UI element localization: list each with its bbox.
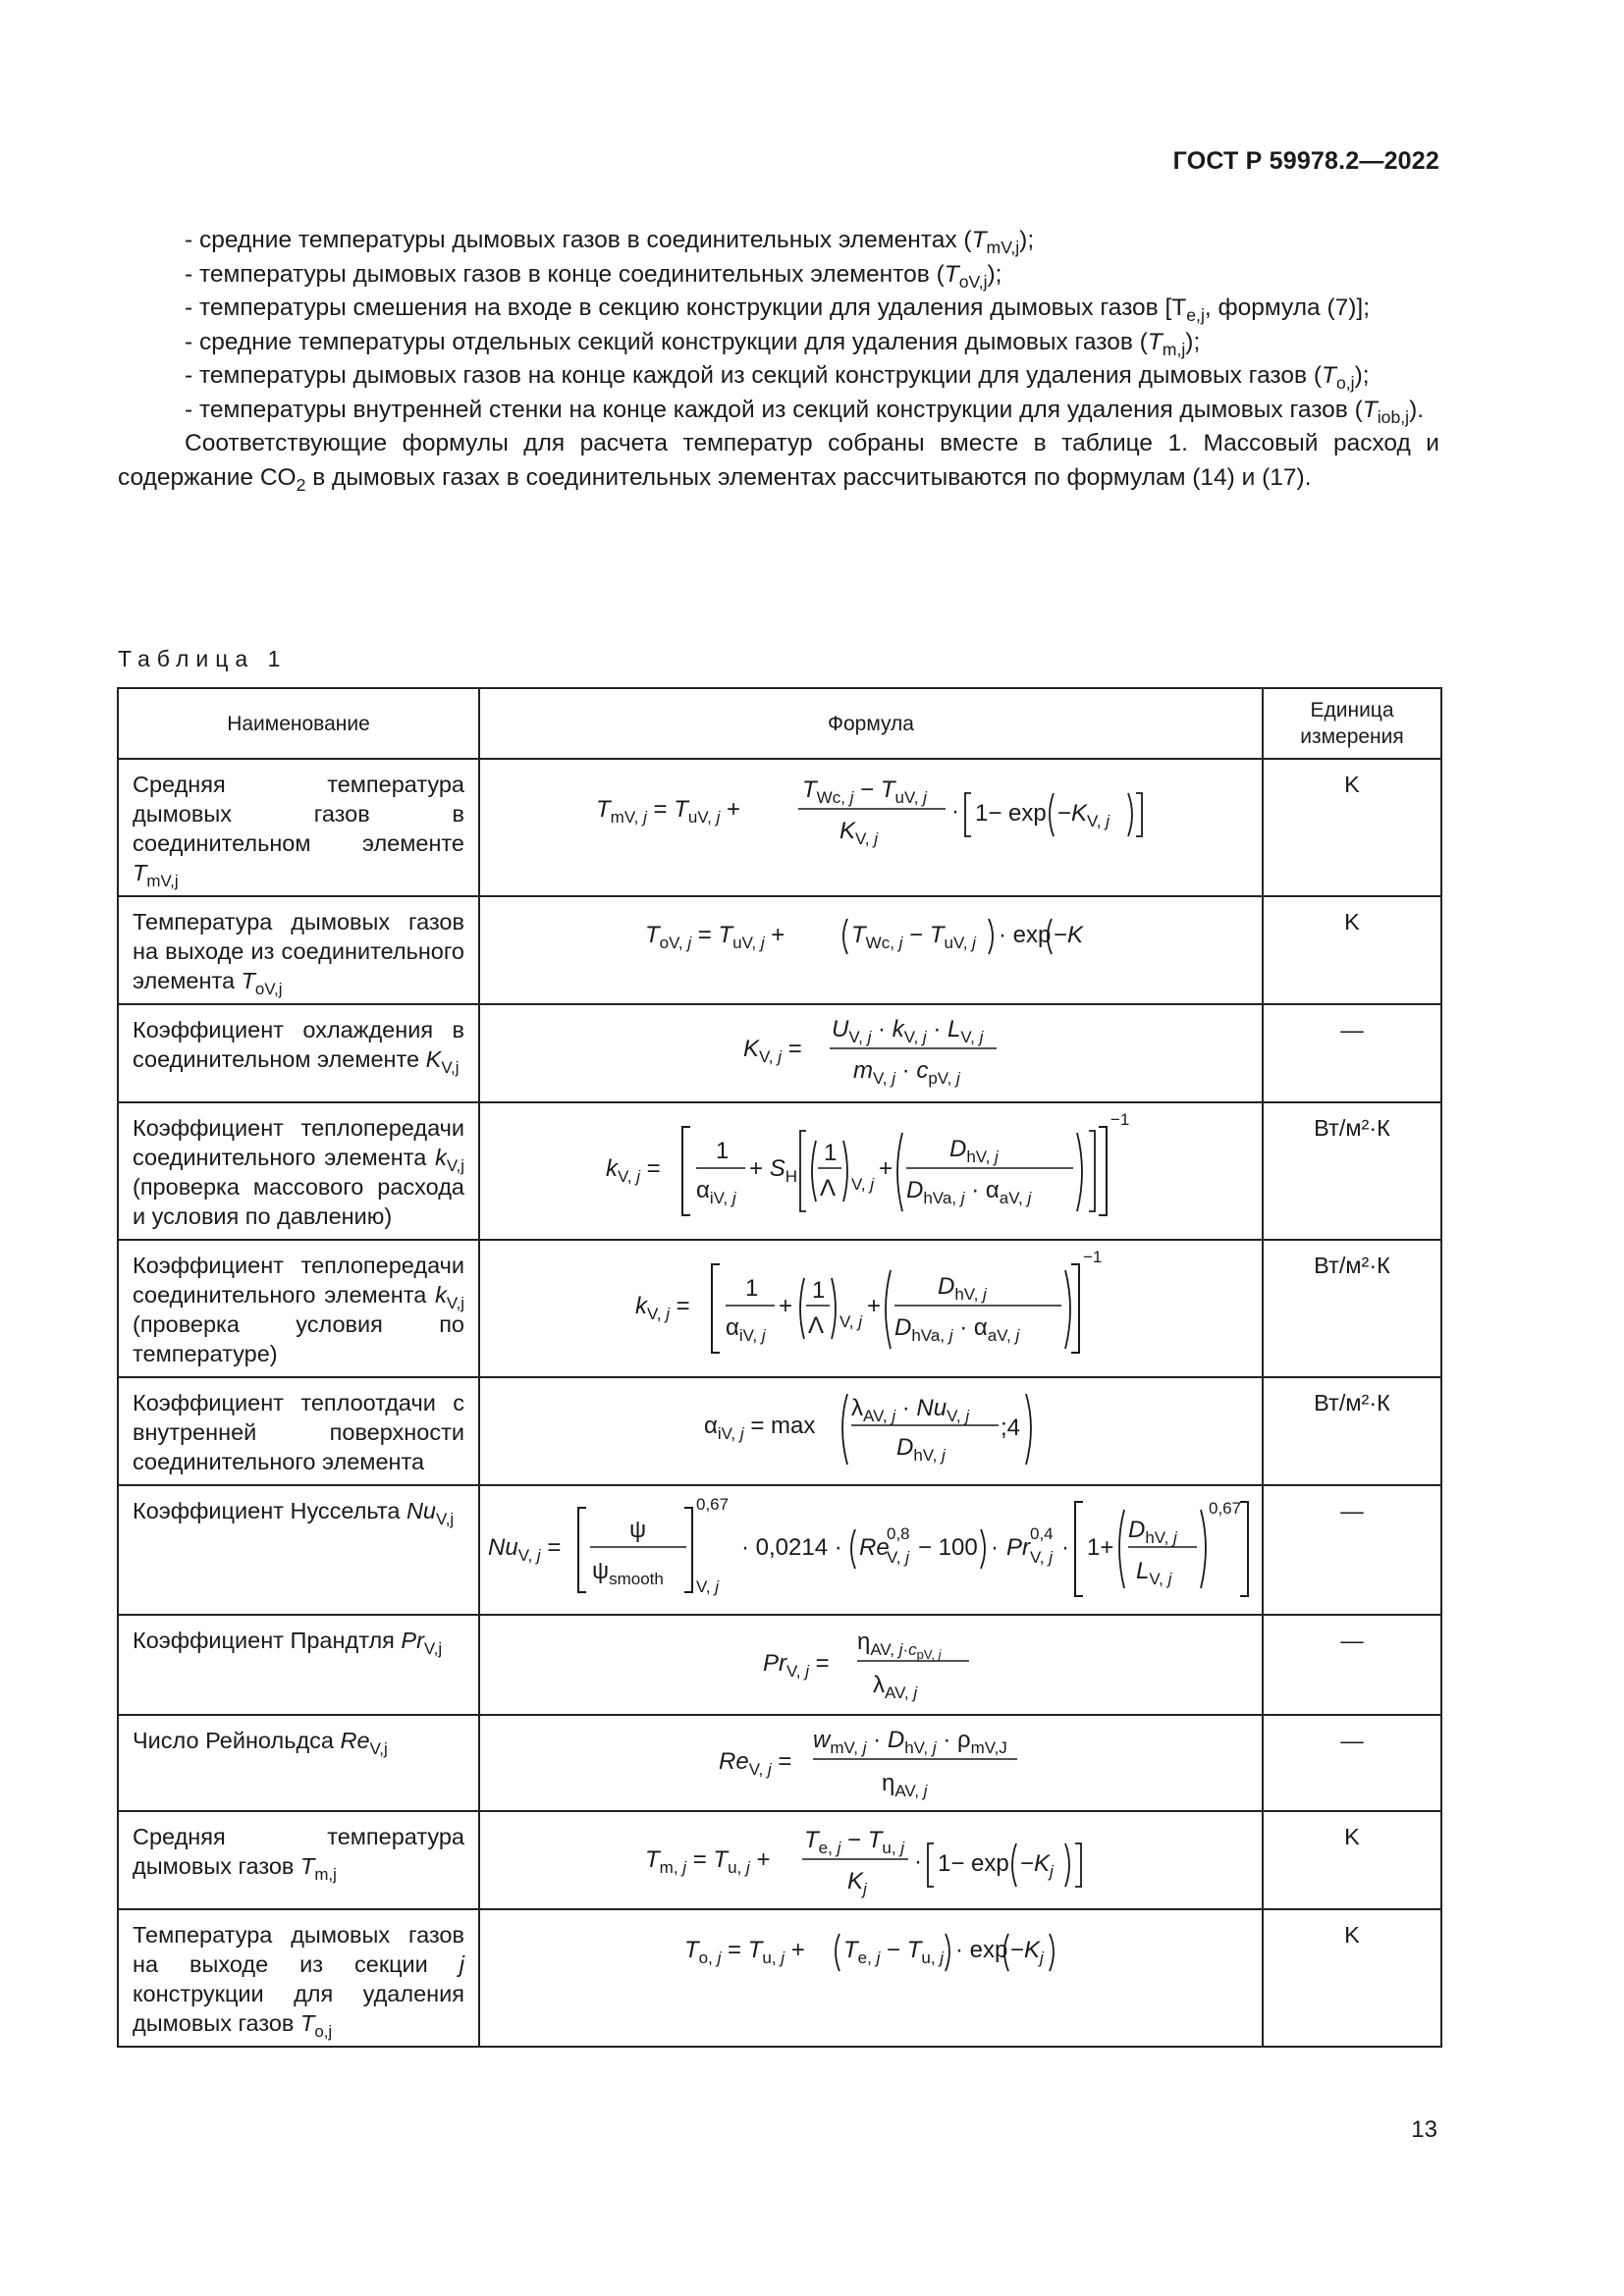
svg-text:;4: ;4 [1001, 1415, 1021, 1441]
svg-text:λAV, j · NuV, j: $\lambda_{AV,}$ $j \cdot Nu_{V,}$ j [851, 1395, 970, 1425]
formula-kv-temp [635, 1241, 1107, 1368]
svg-text:0,67: 0,67 [696, 1495, 730, 1514]
row-formula [479, 759, 1263, 896]
svg-text:+: + [779, 1293, 793, 1319]
svg-text:Tm, j = Tu, j +: $T_{m,}$ $j = T_{u,}$ j + [645, 1846, 771, 1877]
svg-text:ToV, j = TuV, j +: $T_{oV,}$ $j = T_{uV,}$ j + [645, 922, 785, 952]
header-formula: Формула [479, 688, 1263, 759]
svg-text:DhV, j: $D_{hV,}$ j [896, 1434, 946, 1465]
table-row [118, 896, 1441, 1004]
row-formula [479, 896, 1263, 1004]
paragraph: - средние температуры дымовых газов в соединительных элементах $(T_{mV,j})$; [185, 227, 1035, 258]
row-formula [479, 1102, 1263, 1240]
svg-text:ReV, j =: $Re_{V,}$ j = [719, 1748, 792, 1779]
svg-text:V, j: V, j [839, 1312, 863, 1331]
paragraph: - средние температуры отдельных секций конструкции для удаления дымовых газов $(T_{m,j})$; [185, 328, 1201, 359]
table-row [118, 1811, 1441, 1909]
row-formula [479, 1811, 1263, 1909]
svg-text:0,8: 0,8 [887, 1524, 910, 1543]
row-formula [479, 1909, 1263, 2047]
svg-text:αiV, j: $\alpha_{iV,}$ j [726, 1314, 766, 1345]
header-name: Наименование [118, 688, 479, 759]
formula-tm [645, 1812, 1097, 1905]
table-row [118, 1615, 1441, 1715]
row-formula [479, 1004, 1263, 1102]
row-name: Коэффициент Нуссельта $Nu_{V,j}$ [118, 1485, 479, 1615]
row-formula [479, 1615, 1263, 1715]
row-name: Коэффициент охлаждения в соединительном элементе $K_{V,j}$ [118, 1004, 479, 1102]
table-caption: Таблица 1 [118, 646, 288, 671]
svg-text:TWc, j − TuV, j: $T_{Wc,}$ $j - T_{uV,}$ j [851, 922, 976, 952]
row-name: Температура дымовых газов на выходе из секции j конструкции для удаления дымовых газов $T_{o,j}$ [118, 1909, 479, 2047]
svg-text:kV, j =: $k_{V,}$ j = [635, 1293, 690, 1323]
paragraph: - температуры дымовых газов в конце соединительных элементов $(T_{oV,j})$; [185, 260, 1002, 292]
svg-text:· 0,0214 ·: · 0,0214 · [741, 1534, 842, 1561]
svg-text:mV, j · cpV, j: $m_{V,}$ $j \cdot c_{pV,}$ j [853, 1057, 960, 1088]
svg-text:DhV, j: $D_{hV,}$ j [938, 1273, 987, 1304]
svg-text:DhVa, j · αaV, j: $D_{hVa,}$ $j \cdot \alpha_{aV,}$ j [894, 1314, 1020, 1345]
row-unit: Вт/м²·К [1263, 1377, 1441, 1485]
svg-text:αiV, j: $\alpha_{iV,}$ j [696, 1177, 736, 1207]
paragraph: - температуры смешения на входе в секцию конструкции для удаления дымовых газов [$T_{e,j}$, формула (7)]; [185, 294, 1371, 326]
row-formula [479, 1377, 1263, 1485]
svg-text:0,67: 0,67 [1209, 1499, 1242, 1518]
svg-text:DhV, j: $D_{hV,}$ j [1128, 1517, 1177, 1547]
svg-text:−K: −K [1054, 922, 1084, 948]
formula-table [117, 687, 1442, 2048]
svg-text:PrV, j =: $Pr_{V,}$ j = [763, 1650, 830, 1681]
row-unit: K [1263, 759, 1441, 896]
formula-pr [763, 1616, 979, 1709]
document-header: ГОСТ Р 59978.2—2022 [1172, 147, 1439, 175]
svg-text:1− exp: 1− exp [938, 1850, 1009, 1877]
svg-text:wmV, j · DhV, j · ρmV,J: $w_{mV,}$ $j \cdot D_{hV,}$ $j \cdot \rho_{mV,J}$ [813, 1727, 1007, 1757]
row-unit: K [1263, 1811, 1441, 1909]
svg-text:ηAV, j·cpV, j: $\eta_{AV,}$ j·cpV, j [857, 1629, 942, 1662]
svg-text:λAV, j: $\lambda_{AV,}$ j [873, 1672, 918, 1702]
svg-text:NuV, j =: $Nu_{V,}$ j = [488, 1534, 562, 1565]
svg-text:0,4: 0,4 [1030, 1524, 1054, 1543]
svg-text:·: · [914, 1848, 922, 1875]
body-text [118, 224, 1439, 495]
row-name: Коэффициент теплопередачи соединительного элемента $k_{V,j}$ (проверка массового расхода и условия по давлению) [118, 1102, 479, 1240]
row-formula [479, 1240, 1263, 1377]
svg-text:1: 1 [824, 1140, 838, 1166]
row-unit: K [1263, 1909, 1441, 2047]
svg-text:V, j: V, j [696, 1577, 720, 1596]
svg-text:1: 1 [716, 1138, 730, 1164]
formula-kv-mass [606, 1103, 1136, 1231]
svg-text:− 100: − 100 [918, 1534, 978, 1561]
row-name: Коэффициент теплопередачи соединительного элемента $k_{V,j}$ (проверка условия по температуре) [118, 1240, 479, 1377]
svg-text:KV, j =: $K_{V,}$ j = [743, 1036, 802, 1066]
svg-text:V, j: V, j [851, 1175, 875, 1194]
svg-text:V, j: V, j [1030, 1548, 1054, 1567]
svg-text:−1: −1 [1083, 1248, 1103, 1266]
svg-text:V, j: V, j [887, 1548, 910, 1567]
table-row [118, 1102, 1441, 1240]
row-name: Средняя температура дымовых газов в соединительном элементе $T_{mV,j}$ [118, 759, 479, 896]
svg-text:−Kj: $-K_j$ [1010, 1937, 1044, 1967]
svg-text:LV, j: $L_{V,}$ j [1136, 1558, 1172, 1588]
row-unit: — [1263, 1715, 1441, 1811]
row-name: Число Рейнольдса $Re_{V,j}$ [118, 1715, 479, 1811]
table-row [118, 1377, 1441, 1485]
svg-text:1: 1 [745, 1275, 759, 1302]
table-header-row [118, 688, 1441, 759]
table-row [118, 1909, 1441, 2047]
svg-text:Te, j − Tu, j: $T_{e,}$ $j - T_{u,}$ j [804, 1827, 905, 1857]
svg-text:−KV, j: $-K_{V,}$ j [1057, 800, 1110, 830]
row-unit: — [1263, 1485, 1441, 1615]
svg-text:ψ: ψ [629, 1517, 647, 1543]
row-name: Средняя температура дымовых газов $T_{m,j}$ [118, 1811, 479, 1909]
svg-text:· exp: · exp [999, 922, 1052, 948]
row-unit: — [1263, 1004, 1441, 1102]
table-row [118, 759, 1441, 896]
row-unit: Вт/м²·К [1263, 1240, 1441, 1377]
svg-text:−1: −1 [1110, 1110, 1130, 1129]
row-name: Температура дымовых газов на выходе из соединительного элемента $T_{oV,j}$ [118, 896, 479, 1004]
svg-text:1+: 1+ [1087, 1534, 1114, 1561]
svg-text:Re: Re [859, 1534, 890, 1561]
table-row [118, 1485, 1441, 1615]
svg-text:kV, j =: $k_{V,}$ j = [606, 1155, 661, 1186]
svg-text:1: 1 [812, 1277, 826, 1304]
svg-text:·: · [991, 1534, 999, 1561]
svg-text:Pr: Pr [1006, 1534, 1030, 1561]
svg-text:ψsmooth: $\psi_{smooth}$ [592, 1558, 664, 1588]
row-unit: Вт/м²·К [1263, 1102, 1441, 1240]
row-unit: — [1263, 1615, 1441, 1715]
table-row [118, 1715, 1441, 1811]
formula-alpha-iv [704, 1378, 1038, 1476]
svg-text:+ SH: + $S_H$ [749, 1155, 797, 1186]
svg-text:DhVa, j · αaV, j: $D_{hVa,}$ $j \cdot \alpha_{aV,}$ j [906, 1177, 1032, 1207]
paragraph: - температуры внутренней стенки на конце каждой из секций конструкции для удаления дымовых газов $(T_{iob,j})$. [185, 396, 1425, 427]
table-row [118, 1004, 1441, 1102]
table-row [118, 1240, 1441, 1377]
svg-text:1− exp: 1− exp [975, 800, 1047, 827]
header-unit: Единица измерения [1263, 688, 1441, 759]
svg-text:TmV, j = TuV, j +: $T_{mV,}$ $j = T_{uV,}$ j + [596, 796, 741, 827]
svg-text:UV, j · kV, j · LV, j: $U_{V,}$ $j \cdot k_{V,}$ $j \cdot L_{V,}$ j [832, 1016, 984, 1046]
svg-text:DhV, j: $D_{hV,}$ j [949, 1136, 999, 1166]
svg-text:+: + [867, 1293, 882, 1319]
svg-text:ηAV, j: $\eta_{AV,}$ j [882, 1770, 928, 1800]
svg-text:· exp: · exp [955, 1937, 1008, 1963]
formula-kv [743, 1005, 999, 1094]
svg-text:Kj: $K_j$ [847, 1868, 867, 1898]
svg-text:To, j = Tu, j +: $T_{o,}$ $j = T_{u,}$ j + [684, 1937, 805, 1967]
paragraph: - температуры дымовых газов на конце каждой из секций конструкции для удаления дымовых газов $(T_{o,j})$; [185, 362, 1370, 394]
svg-text:TWc, j − TuV, j: $T_{Wc,}$ $j - T_{uV,}$ j [802, 776, 927, 807]
svg-text:KV, j: $K_{V,}$ j [839, 818, 879, 848]
row-unit: K [1263, 896, 1441, 1004]
svg-text:·: · [951, 798, 959, 825]
formula-nu [488, 1486, 1254, 1604]
svg-text:Te, j − Tu, j: $T_{e,}$ $j - T_{u,}$ j [843, 1937, 945, 1967]
svg-text:Λ: Λ [808, 1312, 825, 1339]
row-formula [479, 1715, 1263, 1811]
row-formula [479, 1485, 1263, 1615]
svg-text:·: · [1061, 1534, 1069, 1561]
page-number: 13 [1411, 2116, 1437, 2143]
formula-tmv [596, 760, 1146, 858]
formula-tov [645, 897, 1097, 976]
svg-text:αiV, j = max: $\alpha_{iV,}$ j = max [704, 1413, 816, 1443]
svg-text:Λ: Λ [820, 1175, 837, 1201]
row-name: Коэффициент теплоотдачи с внутренней поверхности соединительного элемента [118, 1377, 479, 1485]
paragraph: Соответствующие формулы для расчета температур собраны вместе в таблице 1. Массовый расход и содержание $CO_2$ в дымовых газах в соединительных элементах рассчитываются по формулам (14) и (17). [118, 430, 1439, 495]
row-name: Коэффициент Прандтля $Pr_{V,j}$ [118, 1615, 479, 1715]
svg-text:−Kj: $-K_j$ [1020, 1850, 1054, 1881]
svg-text:+: + [879, 1155, 893, 1182]
formula-re [719, 1716, 1023, 1806]
formula-to [684, 1918, 1057, 1987]
